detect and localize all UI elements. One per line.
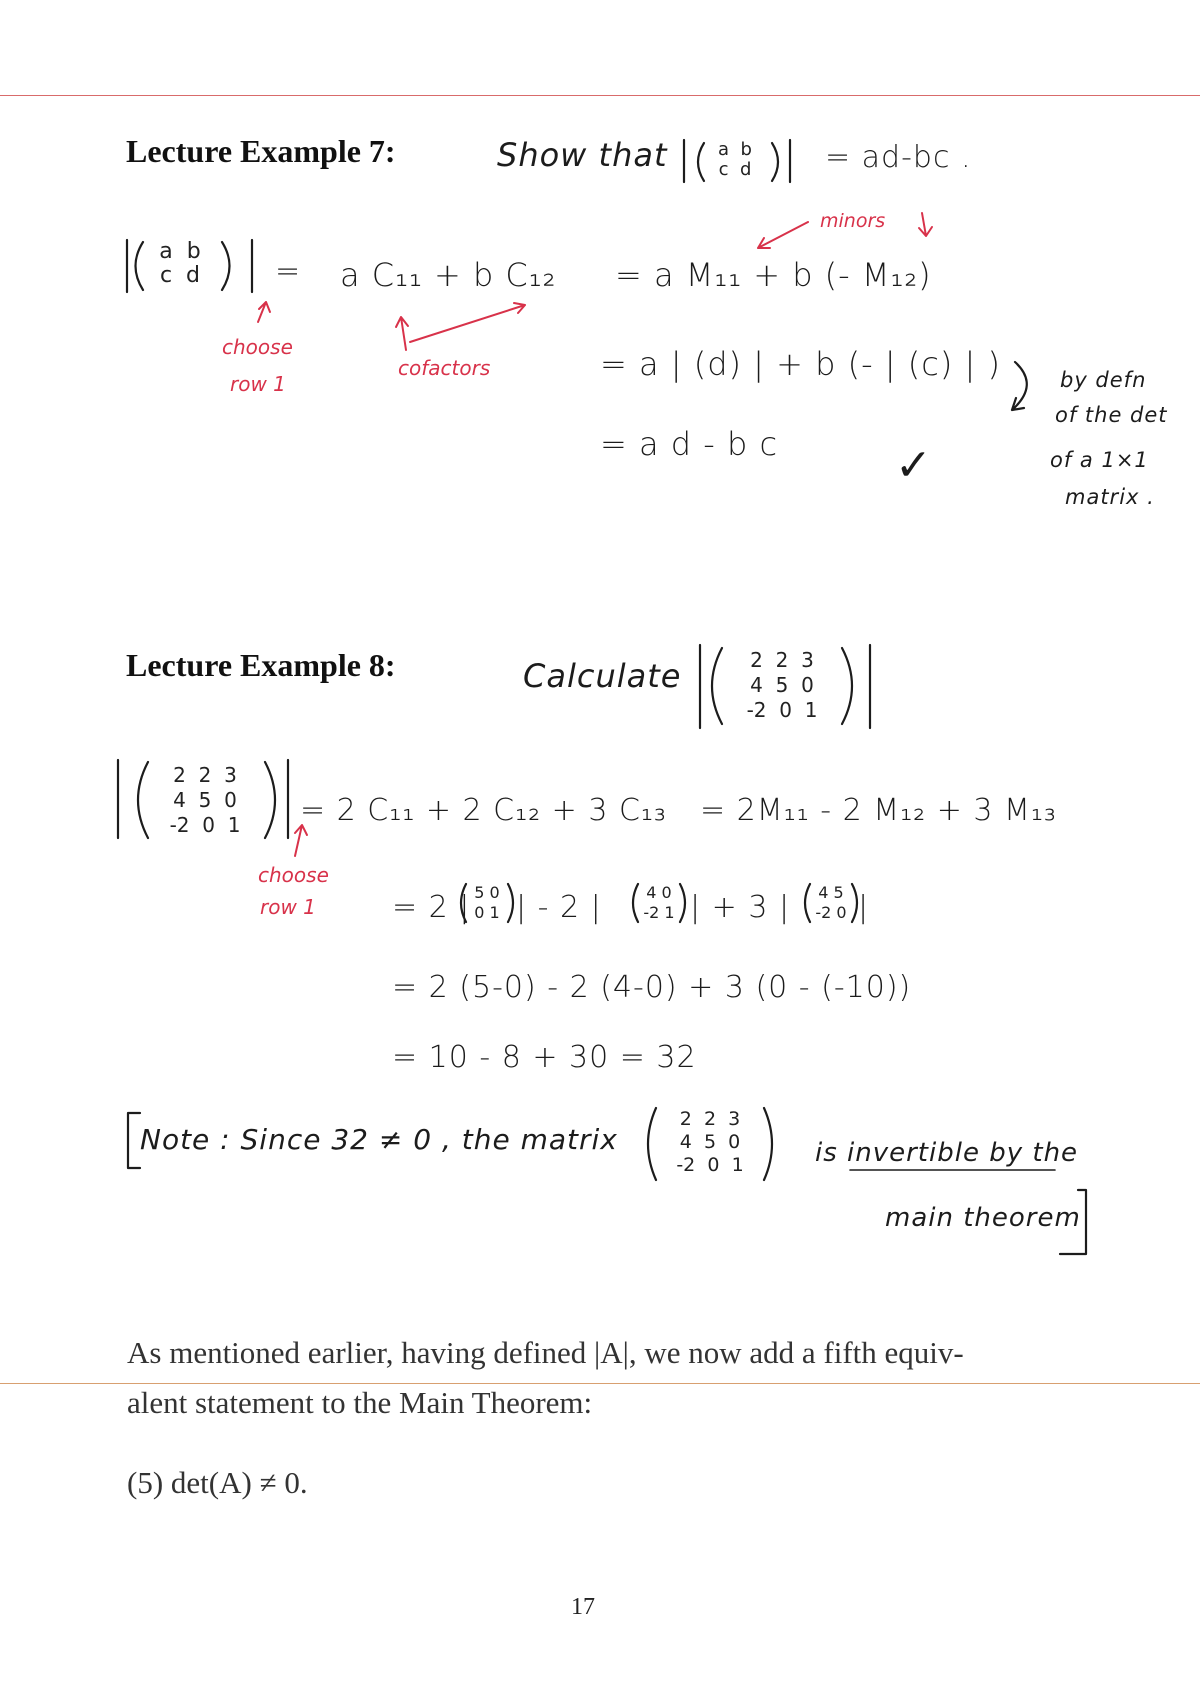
side-note-line-2: of the det	[1055, 403, 1168, 427]
arrow-icon	[258, 302, 270, 322]
paren-icon	[712, 648, 722, 724]
example-8-prompt-matrix: 2 2 3 4 5 0 -2 0 1	[746, 648, 818, 722]
bracket-open-icon	[128, 1113, 140, 1168]
brace-arrow-icon	[1012, 362, 1027, 410]
example-7-minor-expansion: = a M₁₁ + b (- M₁₂)	[615, 256, 932, 294]
row1-annotation-8: row 1	[260, 895, 316, 919]
example-7-prompt: Show that	[497, 136, 668, 174]
example-7-cofactor-expansion: a C₁₁ + b C₁₂	[340, 256, 557, 294]
example-8-cofactor-expansion: = 2 C₁₁ + 2 C₁₂ + 3 C₁₃	[300, 793, 667, 828]
arrow-icon	[758, 222, 808, 248]
body-text-line-2: alent statement to the Main Theorem:	[127, 1385, 593, 1420]
page-number: 17	[571, 1594, 595, 1620]
example-7-prompt-matrix: a b c d	[718, 139, 752, 180]
side-note-line-1: by defn	[1060, 368, 1147, 392]
note-line-2: main theorem	[885, 1203, 1081, 1233]
example-8-step-2-part-3: | + 3 |	[690, 890, 791, 925]
paren-icon	[842, 648, 852, 724]
minors-annotation: minors	[820, 210, 886, 232]
note-suffix: is invertible by the	[815, 1138, 1079, 1168]
example-7-lhs-matrix: a b c d	[159, 239, 201, 288]
example-8-step-2-part-2: | - 2 |	[516, 890, 602, 925]
arrow-icon	[396, 317, 408, 350]
example-8-step-2-part-1: = 2 |	[392, 890, 471, 925]
bracket-close-icon	[1060, 1190, 1086, 1254]
minor-12-matrix: 4 0 -2 1	[643, 883, 675, 922]
example-8-minor-expansion: = 2M₁₁ - 2 M₁₂ + 3 M₁₃	[700, 793, 1057, 828]
arrow-icon	[919, 213, 932, 236]
paren-icon	[222, 242, 230, 290]
example-8-heading: Lecture Example 8:	[126, 647, 396, 683]
side-note-line-3: of a 1×1	[1050, 448, 1149, 472]
example-7-step-3: = a d - b c	[600, 425, 779, 463]
example-7-step-2: = a | (d) | + b (- | (c) | )	[600, 345, 1001, 383]
arrow-icon	[295, 825, 307, 856]
example-8-step-2-end: |	[858, 890, 870, 925]
theorem-statement-5: (5) det(A) ≠ 0.	[127, 1465, 308, 1500]
minor-13-matrix: 4 5 -2 0	[815, 883, 847, 922]
note-prefix: Note : Since 32 ≠ 0 , the matrix	[140, 1123, 618, 1156]
example-8-step-4: = 10 - 8 + 30 = 32	[392, 1040, 697, 1075]
example-8-prompt: Calculate	[523, 657, 682, 695]
side-note-line-4: matrix .	[1065, 485, 1155, 509]
choose-annotation-8: choose	[258, 863, 329, 887]
paren-icon	[138, 762, 148, 838]
cofactors-annotation: cofactors	[398, 356, 491, 380]
paren-icon	[772, 143, 778, 181]
example-7-prompt-rhs: = ad-bc .	[825, 140, 972, 175]
example-7-lhs-equals: =	[275, 254, 302, 289]
example-8-step-3: = 2 (5-0) - 2 (4-0) + 3 (0 - (-10))	[392, 970, 912, 1005]
row1-annotation-7: row 1	[230, 372, 286, 396]
paren-icon	[698, 143, 704, 181]
choose-annotation-7: choose	[222, 335, 293, 359]
example-7-heading: Lecture Example 7:	[126, 133, 396, 169]
minor-11-matrix: 5 0 0 1	[474, 883, 500, 922]
arrow-icon	[410, 303, 525, 342]
note-matrix: 2 2 3 4 5 0 -2 0 1	[676, 1108, 744, 1176]
paren-icon	[136, 242, 144, 290]
paren-icon	[265, 762, 275, 838]
body-text-line-1: As mentioned earlier, having defined |A|, we now add a fifth equiv-	[127, 1335, 964, 1370]
checkmark-icon: ✓	[895, 440, 933, 491]
example-8-lhs-matrix: 2 2 3 4 5 0 -2 0 1	[169, 763, 241, 837]
